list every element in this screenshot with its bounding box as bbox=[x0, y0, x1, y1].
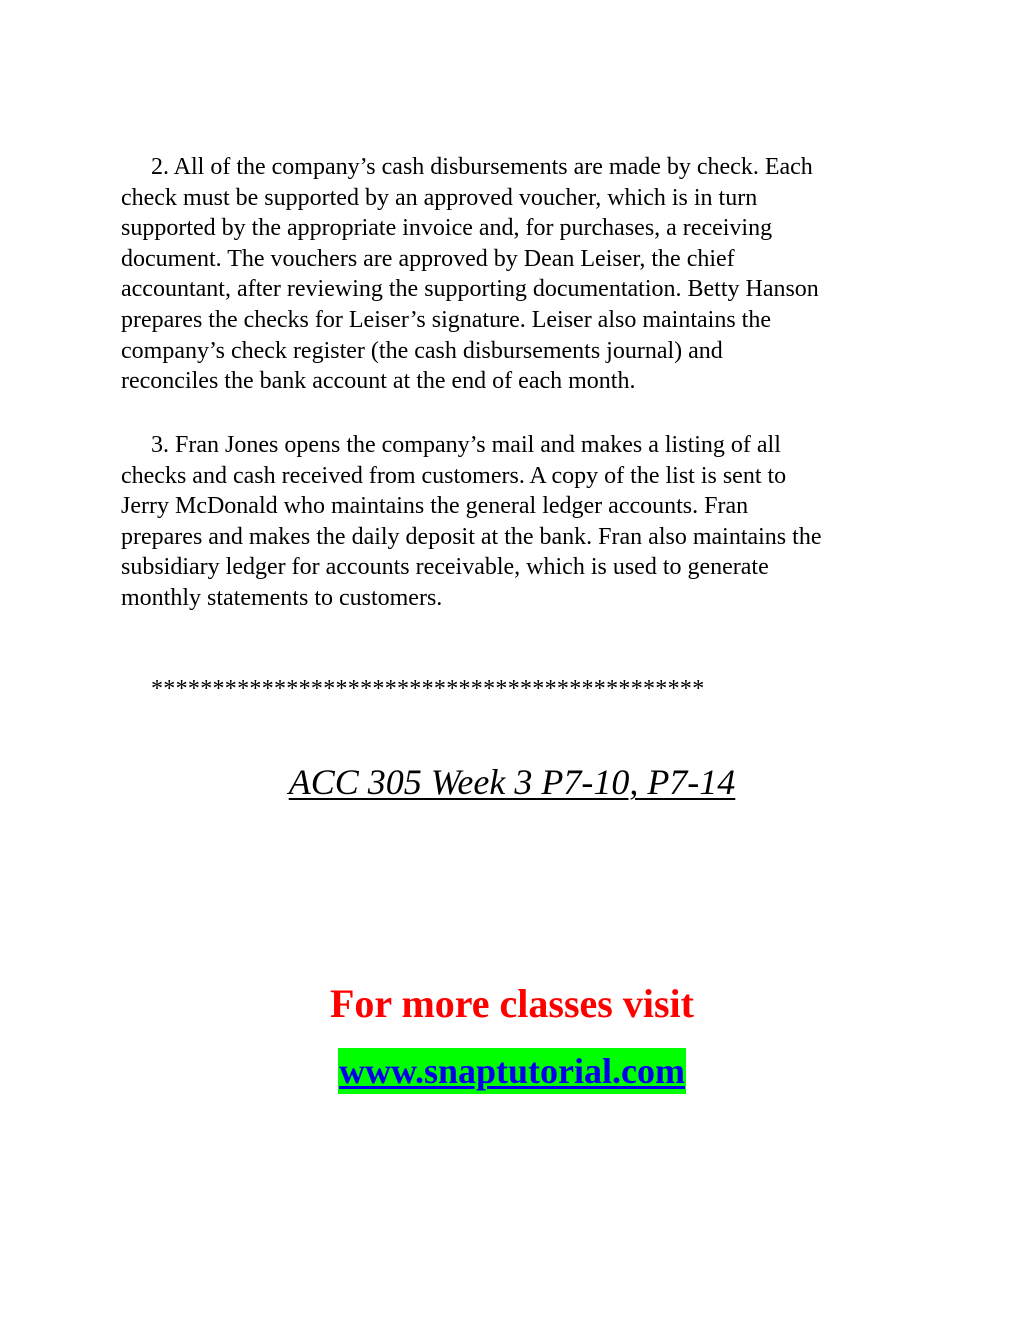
paragraph-line: prepares and makes the daily deposit at the bank. Fran also maintains the bbox=[121, 523, 822, 550]
paragraph-line: check must be supported by an approved voucher, which is in turn bbox=[121, 184, 758, 211]
paragraph-line: accountant, after reviewing the supporting documentation. Betty Hanson bbox=[121, 276, 819, 303]
paragraph-line: monthly statements to customers. bbox=[121, 584, 443, 611]
promo-link-container bbox=[0, 1048, 1024, 1094]
paragraph-disbursements bbox=[121, 152, 921, 397]
promo-text: For more classes visit bbox=[329, 981, 694, 1026]
assignment-heading bbox=[0, 760, 1024, 804]
paragraph-line: prepares the checks for Leiser’s signature. Leiser also maintains the bbox=[121, 306, 771, 333]
website-link[interactable]: www.snaptutorial.com bbox=[338, 1048, 686, 1094]
paragraph-line: subsidiary ledger for accounts receivable, which is used to generate bbox=[121, 554, 769, 581]
paragraph-line: 3. Fran Jones opens the company’s mail and makes a listing of all bbox=[151, 432, 781, 458]
assignment-heading-text: ACC 305 Week 3 P7-10, P7-14 bbox=[288, 762, 736, 802]
asterisk-separator: ********************************************* bbox=[151, 676, 705, 702]
paragraph-line: supported by the appropriate invoice and, for purchases, a receiving bbox=[121, 215, 773, 242]
paragraph-line: document. The vouchers are approved by Dean Leiser, the chief bbox=[121, 245, 735, 272]
paragraph-line: checks and cash received from customers. A copy of the list is sent to bbox=[121, 462, 787, 489]
paragraph-receipts bbox=[121, 430, 921, 614]
paragraph-line: company’s check register (the cash disbursements journal) and bbox=[121, 337, 723, 364]
paragraph-line: 2. All of the company’s cash disbursements are made by check. Each bbox=[151, 154, 813, 180]
paragraph-line: Jerry McDonald who maintains the general ledger accounts. Fran bbox=[121, 493, 749, 520]
paragraph-line: reconciles the bank account at the end of each month. bbox=[121, 368, 636, 395]
